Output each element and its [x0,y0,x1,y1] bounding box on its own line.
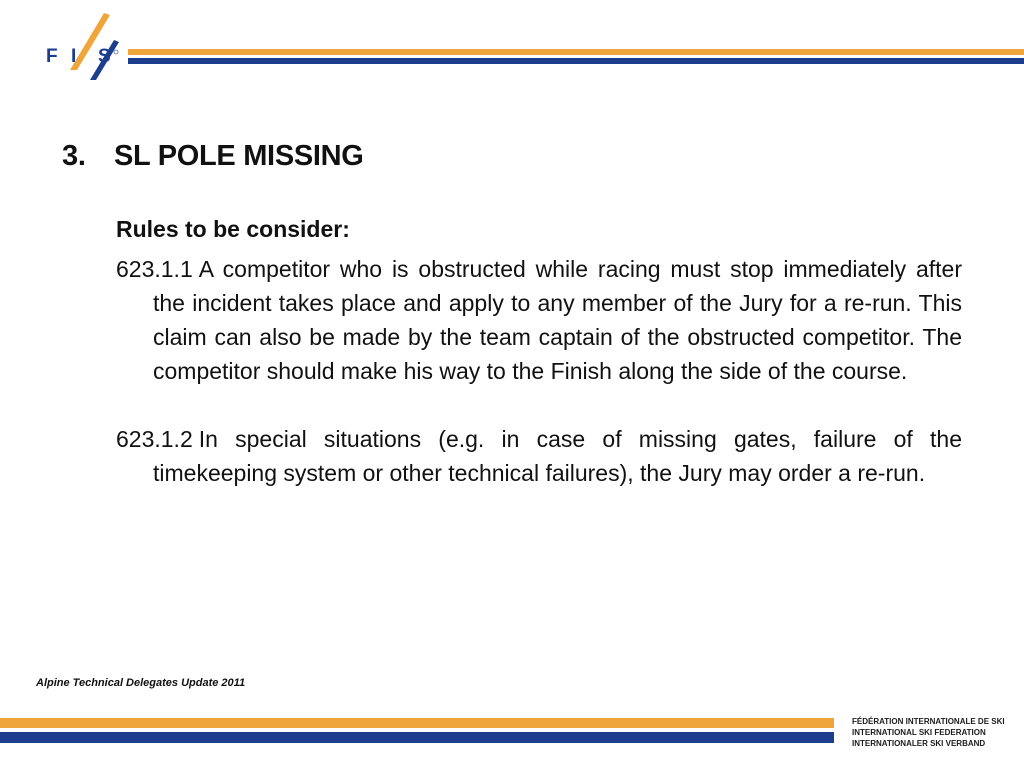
footer-blue-stripe [0,732,834,743]
rule-number: 623.1.2 [116,426,193,452]
federation-name-english: INTERNATIONAL SKI FEDERATION [852,728,986,737]
footer-caption: Alpine Technical Delegates Update 2011 [36,677,246,689]
federation-name-german: INTERNATIONALER SKI VERBAND [852,739,986,748]
rule-text: In special situations (e.g. in case of missing gates, failure of the timekeeping system or other technical failures), the Jury may order a re-run. [153,426,962,486]
fis-logo-graphic [40,10,120,80]
slide-title [62,140,364,173]
header-orange-stripe [128,49,1024,55]
header-blue-stripe [128,58,1024,64]
rule-paragraph [116,422,962,490]
rule-paragraph [116,252,962,388]
federation-names [852,716,1005,749]
slide-body [116,212,962,490]
rule-number: 623.1.1 [116,256,193,282]
federation-name-french: FÉDÉRATION INTERNATIONALE DE SKI [852,717,1005,726]
footer-orange-stripe [0,718,834,728]
rule-text: A competitor who is obstructed while racing must stop immediately after the incident takes place and apply to any member of the Jury for a re-run. This claim can also be made by the team captain of the obstructed competitor. The competitor should make his way to the Finish along the side of the course. [153,256,962,384]
slide-title-number: 3. [62,140,86,172]
svg-text:F: F [46,46,58,67]
svg-text:I: I [71,46,77,67]
slide-title-text: SL POLE MISSING [114,140,364,172]
svg-text:S: S [98,46,111,67]
fis-logo [40,10,120,80]
rules-subheading: Rules to be consider: [116,216,350,242]
